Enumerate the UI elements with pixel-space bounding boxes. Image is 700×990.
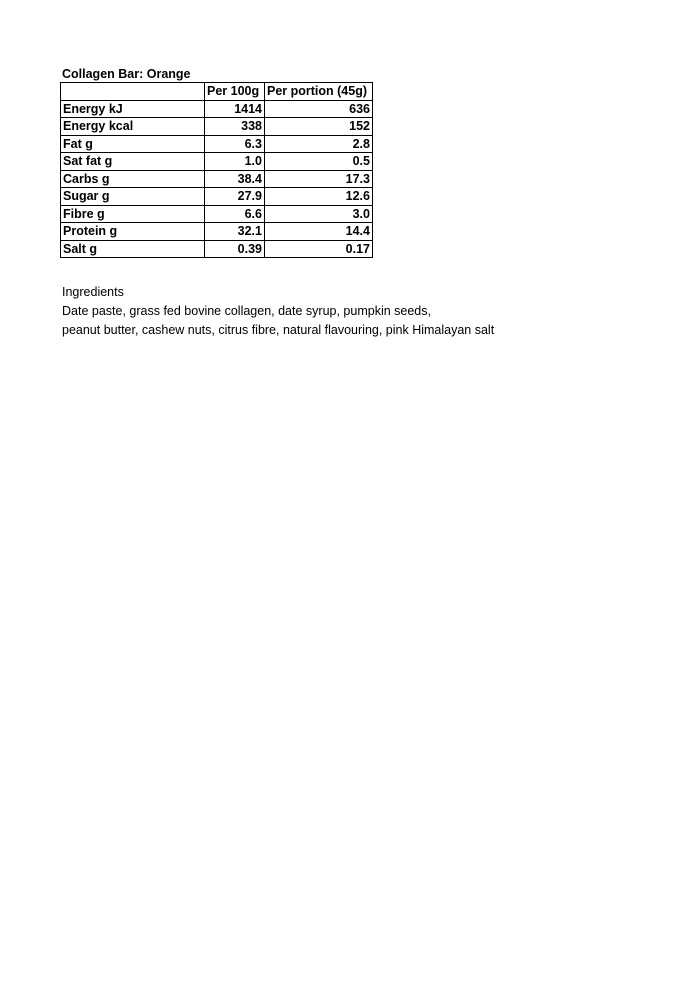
per-100g-value: 338 [205,118,265,136]
per-portion-value: 0.17 [265,240,373,258]
nutrition-table [60,82,373,258]
ingredients-section [62,283,494,340]
per-100g-value: 1.0 [205,153,265,171]
header-per-portion: Per portion (45g) [265,83,373,101]
per-100g-value: 6.6 [205,205,265,223]
per-100g-value: 1414 [205,100,265,118]
table-row [61,188,373,206]
product-title: Collagen Bar: Orange [62,67,191,81]
per-portion-value: 12.6 [265,188,373,206]
table-row [61,135,373,153]
ingredients-line: peanut butter, cashew nuts, citrus fibre, natural flavouring, pink Himalayan salt [62,323,495,337]
per-portion-value: 14.4 [265,223,373,241]
table-row [61,240,373,258]
table-row [61,118,373,136]
row-label: Energy kJ [61,100,205,118]
ingredients-line: Date paste, grass fed bovine collagen, date syrup, pumpkin seeds, [62,304,431,318]
row-label: Sat fat g [61,153,205,171]
row-label: Fat g [61,135,205,153]
ingredients-heading: Ingredients [62,285,124,299]
header-per-100g: Per 100g [205,83,265,101]
per-portion-value: 3.0 [265,205,373,223]
per-100g-value: 6.3 [205,135,265,153]
table-header-row [61,83,373,101]
per-100g-value: 38.4 [205,170,265,188]
row-label: Carbs g [61,170,205,188]
table-row [61,223,373,241]
table-row [61,170,373,188]
per-100g-value: 27.9 [205,188,265,206]
row-label: Fibre g [61,205,205,223]
per-portion-value: 636 [265,100,373,118]
table-row [61,100,373,118]
row-label: Sugar g [61,188,205,206]
row-label: Protein g [61,223,205,241]
table-row [61,153,373,171]
row-label: Salt g [61,240,205,258]
header-label-cell [61,83,205,101]
table-row [61,205,373,223]
per-100g-value: 32.1 [205,223,265,241]
per-100g-value: 0.39 [205,240,265,258]
per-portion-value: 0.5 [265,153,373,171]
per-portion-value: 17.3 [265,170,373,188]
per-portion-value: 2.8 [265,135,373,153]
per-portion-value: 152 [265,118,373,136]
row-label: Energy kcal [61,118,205,136]
